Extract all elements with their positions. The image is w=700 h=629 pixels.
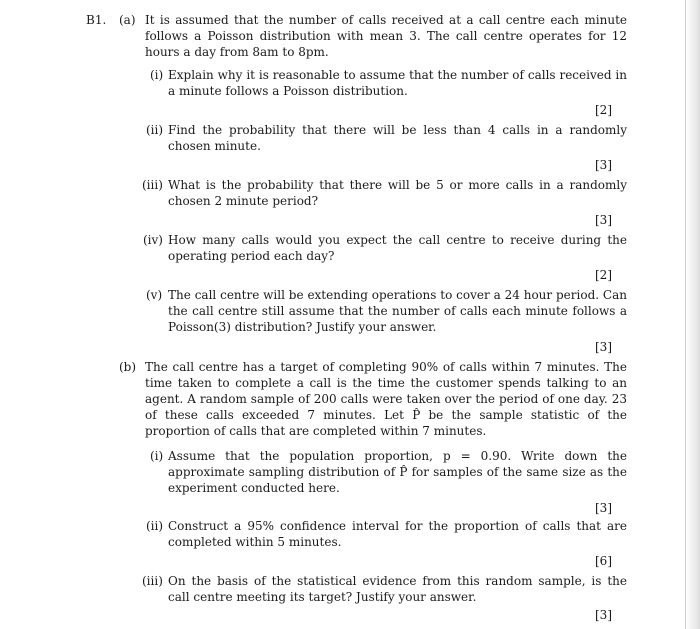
part-b-ii-marks: [6]: [595, 554, 612, 568]
part-b-i-label: (i): [150, 449, 164, 463]
part-a-label: (a): [119, 13, 136, 27]
part-b-iii-marks: [3]: [595, 608, 612, 622]
question-number: B1.: [86, 13, 107, 27]
part-b-intro: The call centre has a target of completing 90% of calls within 7 minutes. The time taken to complete a call is the time the customer spends talking to an agent. A random sample of 200 calls were taken over the period of one day. 23 of these calls exceeded 7 minutes. Let P̂ be the sample statistic of the proportion of calls that are completed within 7 minutes.: [145, 360, 627, 438]
part-a-i-label: (i): [150, 68, 164, 82]
part-a-ii-marks: [3]: [595, 158, 612, 172]
part-a-i-marks: [2]: [595, 103, 612, 117]
part-a-iv-label: (iv): [143, 233, 163, 247]
part-a-iv-marks: [2]: [595, 268, 612, 282]
part-a-iii-marks: [3]: [595, 213, 612, 227]
part-b-ii-text: Construct a 95% confidence interval for the proportion of calls that are completed within 5 minutes.: [168, 519, 627, 549]
page-edge-shadow: [686, 0, 700, 629]
part-a-iii-text: What is the probability that there will be 5 or more calls in a randomly chosen 2 minute period?: [168, 178, 627, 208]
part-a-intro: It is assumed that the number of calls received at a call centre each minute follows a Poisson distribution with mean 3. The call centre operates for 12 hours a day from 8am to 8pm.: [145, 13, 627, 59]
part-a-ii-text: Find the probability that there will be less than 4 calls in a randomly chosen minute.: [168, 123, 627, 153]
part-a-ii-label: (ii): [146, 123, 164, 137]
part-a-i-text: Explain why it is reasonable to assume that the number of calls received in a minute follows a Poisson distribution.: [168, 68, 627, 98]
part-a-iii-label: (iii): [142, 178, 163, 192]
part-b-iii-label: (iii): [142, 574, 163, 588]
part-a-v-marks: [3]: [595, 340, 612, 354]
part-b-label: (b): [119, 360, 137, 374]
part-b-ii-label: (ii): [146, 519, 164, 533]
part-a-iv-text: How many calls would you expect the call centre to receive during the operating period each day?: [168, 233, 627, 263]
part-a-v-text: The call centre will be extending operations to cover a 24 hour period. Can the call centre still assume that the number of calls each minute follows a Poisson(3) distribution? Justify your answer.: [168, 288, 627, 334]
part-b-i-text: Assume that the population proportion, p = 0.90. Write down the approximate sampling distribution of P̂ for samples of the same size as the experiment conducted here.: [168, 449, 627, 495]
part-b-i-marks: [3]: [595, 501, 612, 515]
part-a-v-label: (v): [146, 288, 163, 302]
part-b-iii-text: On the basis of the statistical evidence from this random sample, is the call centre meeting its target? Justify your answer.: [168, 574, 627, 604]
